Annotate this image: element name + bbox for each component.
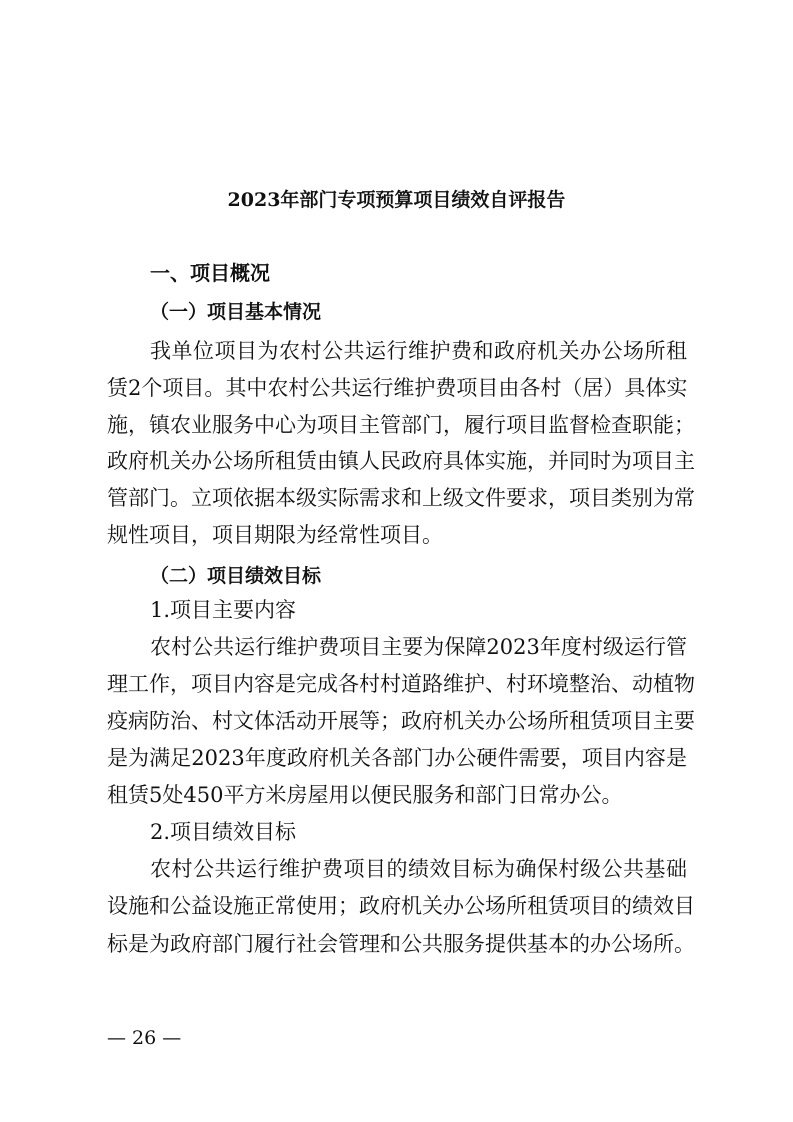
paragraph-line: 农村公共运行维护费项目的绩效目标为确保村级公共基础	[150, 857, 687, 881]
paragraph-line: 我单位项目为农村公共运行维护费和政府机关办公场所租	[150, 339, 687, 363]
document-title: 2023年部门专项预算项目绩效自评报告	[227, 189, 566, 211]
paragraph-line: 管部门。立项依据本级实际需求和上级文件要求，项目类别为常	[107, 486, 695, 510]
paragraph-line: 标是为政府部门履行社会管理和公共服务提供基本的办公场所。	[107, 932, 695, 956]
paragraph-line: 赁2个项目。其中农村公共运行维护费项目由各村（居）具体实	[107, 376, 688, 400]
paragraph-line: 理工作，项目内容是完成各村村道路维护、村环境整治、动植物	[107, 672, 695, 696]
section-heading: 一、项目概况	[150, 261, 270, 285]
subsection-heading: （二）项目绩效目标	[150, 565, 322, 587]
subsection-heading: （一）项目基本情况	[150, 301, 322, 323]
item-heading: 1.项目主要内容	[150, 598, 297, 622]
page-number: — 26 —	[107, 1027, 182, 1049]
paragraph-line: 租赁5处450平方米房屋用以便民服务和部门日常办公。	[107, 783, 623, 807]
paragraph-line: 规性项目，项目期限为经常性项目。	[107, 523, 443, 547]
paragraph-line: 施，镇农业服务中心为项目主管部门，履行项目监督检查职能；	[107, 413, 695, 437]
paragraph-line: 疫病防治、村文体活动开展等；政府机关办公场所租赁项目主要	[107, 709, 695, 733]
paragraph-line: 是为满足2023年度政府机关各部门办公硬件需要，项目内容是	[107, 746, 687, 770]
paragraph-line: 农村公共运行维护费项目主要为保障2023年度村级运行管	[150, 635, 687, 659]
paragraph-line: 设施和公益设施正常使用；政府机关办公场所租赁项目的绩效目	[107, 894, 695, 918]
item-heading: 2.项目绩效目标	[150, 820, 297, 844]
paragraph-line: 政府机关办公场所租赁由镇人民政府具体实施，并同时为项目主	[107, 449, 695, 473]
